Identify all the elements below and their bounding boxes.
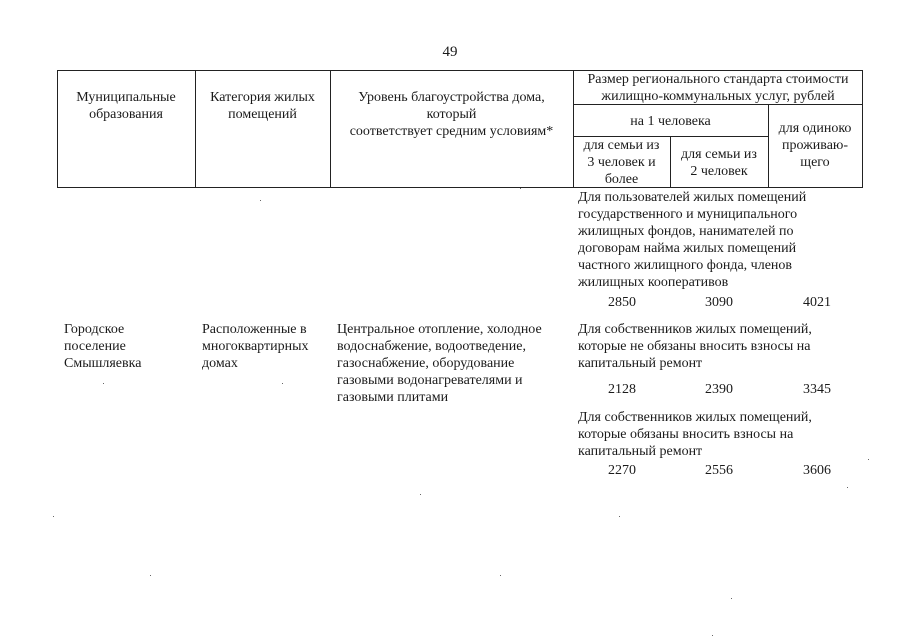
value-single: 3606	[803, 463, 831, 478]
header-family-2: для семьи из 2 человек	[681, 147, 757, 179]
group-label-tenants: Для пользователей жилых помещений государственного и муниципального жилищных фондов, нанимателей по договорам найма жилых помещений частного жилищного фонда, членов жилищных кооперативов	[578, 190, 807, 290]
value-family-3: 2128	[608, 382, 636, 397]
header-municipalities: Муниципальные образования	[76, 90, 176, 122]
amenities-description: Центральное отопление, холодное водоснабжение, водоотведение, газоснабжение, оборудование газовыми водонагревателями и газовыми плитами	[337, 322, 542, 405]
value-family-2: 3090	[705, 295, 733, 310]
municipality-name: Городское поселение Смышляевка	[64, 322, 142, 371]
value-family-2: 2556	[705, 463, 733, 478]
group-label-owners-obliged: Для собственников жилых помещений, которые обязаны вносить взносы на капитальный ремонт	[578, 410, 812, 459]
value-single: 3345	[803, 382, 831, 397]
value-family-3: 2850	[608, 295, 636, 310]
header-category: Категория жилых помещений	[210, 90, 315, 122]
value-family-2: 2390	[705, 382, 733, 397]
housing-category: Расположенные в многоквартирных домах	[202, 322, 309, 371]
value-family-3: 2270	[608, 463, 636, 478]
header-family-3: для семьи из 3 человек и более	[583, 138, 660, 187]
header-standard-size: Размер регионального стандарта стоимости жилищно-коммунальных услуг, рублей	[587, 72, 849, 104]
header-amenities-level: Уровень благоустройства дома, который соответствует средним условиям*	[349, 90, 554, 139]
value-single: 4021	[803, 295, 831, 310]
page-number: 49	[442, 44, 458, 60]
header-per-person: на 1 человека	[630, 114, 711, 129]
group-label-owners-exempt: Для собственников жилых помещений, которые не обязаны вносить взносы на капитальный ремонт	[578, 322, 812, 371]
header-single: для одиноко проживаю- щего	[778, 121, 852, 170]
